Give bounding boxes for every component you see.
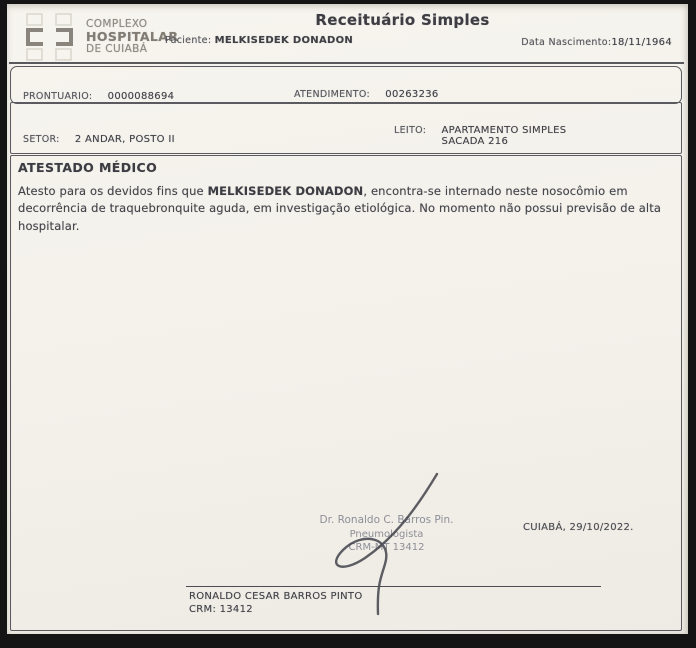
doctor-name: RONALDO CESAR BARROS PINTO	[189, 591, 363, 602]
birthdate-value: 18/11/1964	[611, 37, 672, 48]
bed-field	[394, 125, 566, 148]
sector-field	[23, 127, 175, 146]
record-value: 0000088694	[107, 91, 175, 102]
signature-line	[186, 586, 601, 587]
patient-label: Paciente:	[165, 35, 212, 46]
document-paper	[7, 4, 688, 634]
certificate-patient-name: MELKISEDEK DONADON	[207, 184, 364, 198]
place-date: CUIABÁ, 29/10/2022.	[523, 522, 634, 533]
certificate-body-text: Atesto para os devidos fins que	[18, 184, 208, 198]
header-divider	[9, 62, 684, 64]
certificate-body-text: , encontra-se internado neste nosocômio em decorrência de traquebronquite aguda, em investigação etiológica. No momento não possui previsão de alta hospitalar.	[18, 184, 662, 233]
record-label: PRONTUARIO:	[23, 91, 93, 102]
record-box	[10, 66, 682, 104]
page-title: Receituário Simples	[315, 11, 490, 29]
patient-value: MELKISEDEK DONADON	[214, 35, 354, 46]
certificate-heading: ATESTADO MÉDICO	[18, 160, 158, 175]
doctor-crm: CRM: 13412	[189, 604, 253, 615]
attendance-label: ATENDIMENTO:	[294, 89, 371, 100]
bed-value-line: APARTAMENTO SIMPLES	[441, 125, 567, 136]
birthdate-label: Data Nascimento:	[521, 37, 612, 48]
bed-value	[441, 125, 566, 147]
logo-line: HOSPITALAR	[86, 29, 179, 45]
sector-label: SETOR:	[23, 134, 60, 145]
bed-label: LEITO:	[394, 125, 427, 136]
location-box	[10, 102, 682, 154]
bed-value-line: SACADA 216	[441, 136, 509, 147]
patient-field	[165, 35, 353, 46]
stamp-doctor-name: Dr. Ronaldo C. Barros Pin.	[319, 514, 454, 526]
logo-line: COMPLEXO	[86, 17, 148, 30]
certificate-box	[10, 155, 682, 631]
sector-value: 2 ANDAR, POSTO II	[74, 134, 175, 145]
attendance-field	[294, 82, 439, 101]
stamp-specialty: Pneumologista	[349, 528, 424, 540]
hospital-cross-icon	[21, 12, 79, 62]
logo-line: DE CUIABÁ	[86, 42, 148, 55]
birthdate-field	[521, 37, 672, 48]
certificate-body	[18, 183, 680, 235]
record-field	[23, 84, 174, 103]
attendance-value: 00263236	[385, 89, 439, 100]
stamp-crm: CRM-MT 13412	[348, 541, 425, 553]
